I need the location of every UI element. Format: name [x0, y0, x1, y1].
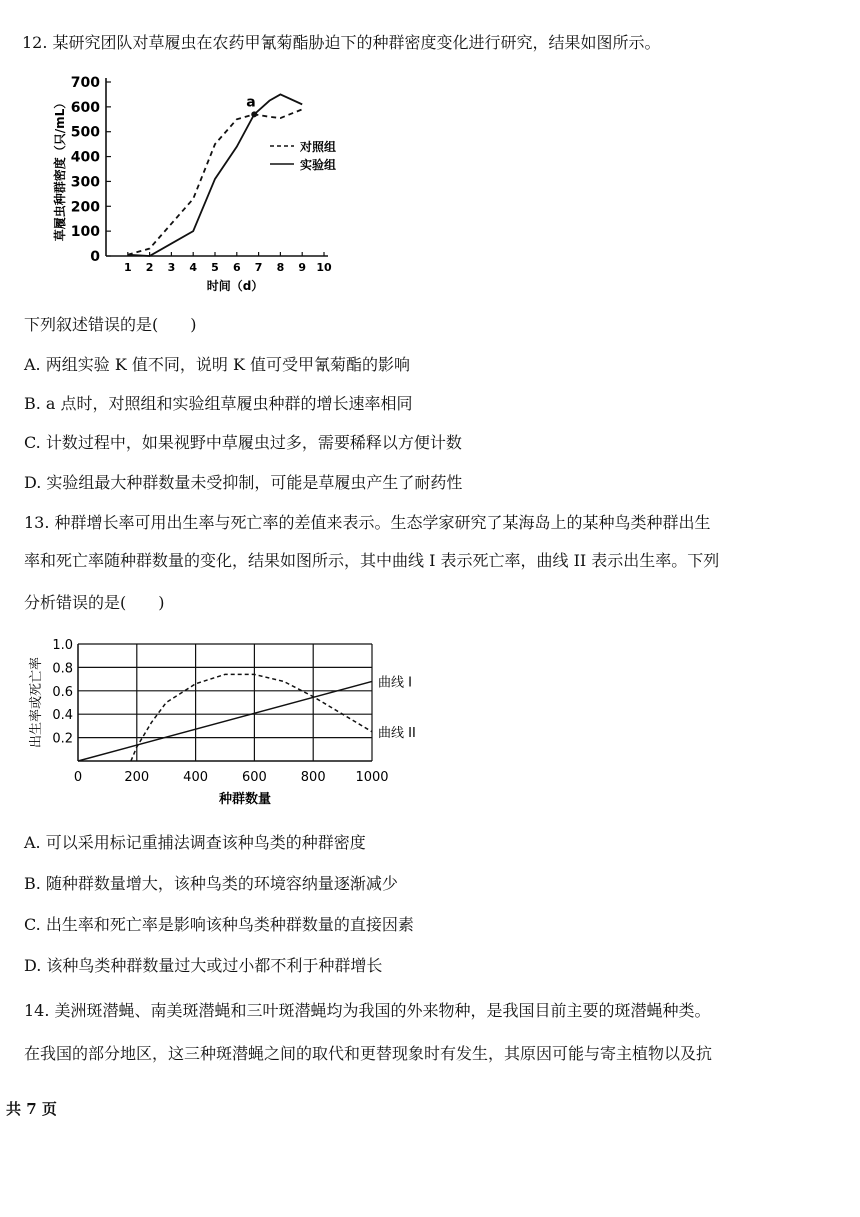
series-label-1: 曲线 I — [378, 675, 412, 691]
series-line-2 — [131, 674, 372, 761]
question-12-option-d: D. 实验组最大种群数量未受抑制，可能是草履虫产生了耐药性 — [24, 473, 463, 492]
x-tick-label: 6 — [232, 261, 241, 274]
birth-death-rate-chart — [22, 630, 442, 810]
x-tick-label: 3 — [167, 261, 176, 274]
question-12-option-a: A. 两组实验 K 值不同，说明 K 值可受甲氰菊酯的影响 — [24, 355, 410, 374]
y-tick-label: 500 — [70, 124, 100, 141]
question-13-option-c: C. 出生率和死亡率是影响该种鸟类种群数量的直接因素 — [24, 915, 414, 934]
question-12-prompt: 下列叙述错误的是( ) — [24, 315, 197, 334]
question-12-option-c: C. 计数过程中，如果视野中草履虫过多，需要稀释以方便计数 — [24, 433, 462, 452]
question-13-option-b: B. 随种群数量增大，该种鸟类的环境容纳量逐渐减少 — [24, 874, 398, 893]
x-tick-label: 0 — [73, 770, 83, 785]
y-tick-label: 400 — [70, 149, 100, 166]
x-tick-label: 400 — [183, 770, 209, 785]
y-tick-label: 700 — [70, 75, 100, 91]
series-line-2 — [128, 94, 302, 256]
y-tick-label: 100 — [70, 224, 100, 241]
question-13-stem-line-3: 分析错误的是( ) — [24, 593, 165, 612]
x-tick-label: 4 — [189, 261, 198, 274]
question-13-stem-line-1: 13. 种群增长率可用出生率与死亡率的差值来表示。生态学家研究了某海岛上的某种鸟类种群出生 — [24, 513, 711, 532]
series-line-1 — [128, 109, 302, 254]
series-label-2: 曲线 II — [378, 725, 416, 741]
y-axis-label: 出生率或死亡率 — [29, 656, 44, 749]
y-tick-label: 600 — [70, 99, 100, 116]
y-tick-label: 0.8 — [52, 661, 73, 677]
x-tick-label: 8 — [276, 261, 285, 274]
x-tick-label: 7 — [254, 261, 263, 274]
y-tick-label: 0.2 — [52, 731, 73, 747]
question-13-stem-line-2: 率和死亡率随种群数量的变化，结果如图所示，其中曲线 I 表示死亡率，曲线 II 表示出生率。下列 — [24, 551, 720, 570]
question-14-stem-line-2: 在我国的部分地区，这三种斑潜蝇之间的取代和更替现象时有发生，其原因可能与寄主植物以及抗 — [24, 1044, 713, 1063]
question-14-stem-line-1: 14. 美洲斑潜蝇、南美斑潜蝇和三叶斑潜蝇均为我国的外来物种，是我国目前主要的斑潜蝇种类。 — [24, 1001, 711, 1020]
y-tick-label: 0 — [90, 249, 100, 265]
x-axis-label: 种群数量 — [218, 792, 272, 807]
x-tick-label: 1000 — [355, 770, 389, 785]
annotation-point — [251, 111, 257, 117]
y-axis-label: 草履虫种群密度（只/mL） — [53, 96, 67, 242]
y-tick-label: 0.6 — [52, 684, 73, 700]
x-tick-label: 9 — [298, 261, 307, 274]
x-tick-label: 800 — [300, 770, 326, 785]
x-tick-label: 600 — [241, 770, 267, 785]
y-tick-label: 1.0 — [52, 638, 73, 653]
page-footer: 共 7 页 — [6, 1100, 57, 1118]
x-tick-label: 200 — [124, 770, 150, 785]
x-tick-label: 10 — [316, 261, 332, 274]
x-axis-label: 时间（d） — [206, 279, 264, 293]
y-tick-label: 300 — [70, 174, 100, 191]
y-tick-label: 200 — [70, 199, 100, 216]
question-13-option-d: D. 该种鸟类种群数量过大或过小都不利于种群增长 — [24, 956, 383, 975]
x-tick-label: 5 — [211, 261, 219, 274]
question-13-option-a: A. 可以采用标记重捕法调查该种鸟类的种群密度 — [24, 833, 366, 852]
question-12-option-b: B. a 点时，对照组和实验组草履虫种群的增长速率相同 — [24, 394, 413, 413]
population-density-chart — [44, 68, 364, 298]
x-tick-label: 2 — [145, 261, 154, 274]
legend-label-1: 对照组 — [300, 140, 337, 154]
series-line-1 — [78, 681, 372, 761]
question-12-stem: 12. 某研究团队对草履虫在农药甲氰菊酯胁迫下的种群密度变化进行研究，结果如图所示。 — [22, 33, 661, 52]
y-tick-label: 0.4 — [52, 708, 73, 724]
x-tick-label: 1 — [123, 261, 132, 274]
legend-label-2: 实验组 — [300, 158, 337, 172]
annotation-label: a — [246, 94, 256, 111]
